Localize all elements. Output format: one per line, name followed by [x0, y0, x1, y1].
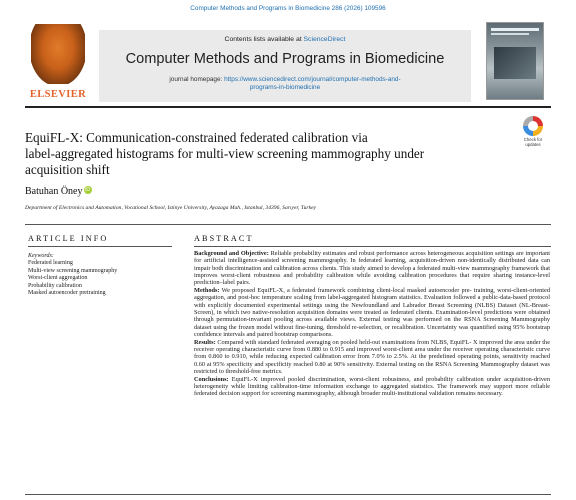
abstract-methods [194, 287, 550, 338]
contents-prefix: Contents lists available at [224, 36, 304, 43]
abstract-line: worst-client robustness and probability calibration while avoiding calibration procedures that require sharing [220, 271, 512, 279]
keyword-item[interactable]: Probability calibration [28, 282, 82, 289]
abstract-section-label: Methods: [194, 287, 220, 295]
author-name[interactable]: Batuhan Öney [25, 186, 83, 197]
sciencedirect-link[interactable]: ScienceDirect [303, 36, 346, 43]
keyword-item[interactable]: Federated learning [28, 260, 73, 267]
homepage-url-line-1[interactable]: https://www.sciencedirect.com/journal/computer-methods-and- [224, 76, 401, 83]
journal-banner [99, 30, 471, 102]
article-title [25, 130, 505, 178]
abstract-line: under acquisition-driven heterogeneity while limiting calibration-time information exchange to aggregated [194, 375, 550, 391]
crossmark-line-1: Check for [523, 137, 543, 142]
abstract-line: RSNA Screening Mammography dataset using the frozen model without fine-tuning, threshold re-selection, [194, 316, 550, 331]
keyword-item[interactable]: Worst-client aggregation [28, 275, 88, 282]
abstract-line: X improved the area under the receiver operating characteristic curve from 0.880 to 0.915 and improved [194, 338, 550, 354]
abstract-line: Compared with standard federated averaging on pooled held-out examinations from NLBS, EquiFL- [215, 338, 472, 346]
keyword-item[interactable]: Multi-view screening mammography [28, 267, 118, 274]
title-line: label-aggregated histograms for multi-view screening mammography under [25, 146, 425, 161]
journal-citation-link[interactable]: Computer Methods and Programs in Biomedicine 286 (2026) 109596 [190, 5, 386, 12]
journal-masthead [25, 20, 551, 102]
article-info-heading: ARTICLE INFO [28, 234, 109, 243]
abstract-section-label: Conclusions: [194, 375, 229, 383]
abstract-line: statistics. The framework may support more reliable federated decision support for screening mammography, [194, 383, 550, 398]
publisher-wordmark: ELSEVIER [29, 89, 87, 100]
affiliation-divider [25, 224, 551, 225]
journal-cover-thumbnail[interactable] [486, 22, 544, 100]
orcid-icon[interactable]: iD [85, 187, 90, 193]
abstract-line: Mammography dataset was restricted to threshold-free metrics. [194, 360, 550, 375]
author-affiliation: Department of Electronics and Automation, Vocational School, Istinye University, Ayazaga Mah., Istanbul, 34396, Sarıyer, Turkey [25, 205, 317, 211]
abstract-line: or recalibration. Uncertainty was quantified using 95% bootstrap confidence intervals and paired bootstrap [194, 323, 550, 338]
abstract-heading: ABSTRACT [194, 234, 254, 243]
footer-divider [25, 494, 551, 495]
abstract-line: although broader multi-institutional validation remains necessary. [337, 390, 503, 398]
crossmark-line-2: updates [525, 142, 541, 147]
abstract-line: expected calibration error from 7.0% to 2.5%. At the predefined operating points, sensitivity reached 0.60 [194, 353, 550, 368]
abstract-section-label: Results: [194, 338, 216, 346]
abstract-line: obtained through permutation-invariant pooling across available views. External testing was performed on the [194, 309, 550, 324]
cover-subtitle-bar [491, 33, 529, 35]
article-info-rule [28, 246, 172, 247]
abstract-line: at 95% specificity and specificity reached 0.80 at 90% sensitivity. External testing on the RSNA Screening [206, 360, 479, 368]
cover-title-bar [491, 28, 539, 31]
abstract-line: worst-client area under the receiver operating characteristic curve from 0.860 to 0.910, while reducing [194, 346, 551, 361]
abstract-body [194, 250, 550, 398]
journal-name[interactable]: Computer Methods and Programs in Biomedicine [125, 51, 445, 67]
publisher-tree-emblem [31, 24, 85, 84]
contents-availability-line [99, 36, 471, 43]
crossmark-check-for-updates[interactable] [517, 116, 549, 150]
homepage-prefix: journal homepage: [169, 76, 225, 83]
abstract-line: instance-level prediction–label pairs. [194, 271, 551, 287]
title-line: acquisition shift [25, 162, 110, 177]
abstract-line: using the Newfoundland and Labrador Breast Screening (NLBS) Dataset (NL-Breast-Screen), in which two [194, 301, 550, 316]
homepage-url-line-2[interactable]: programs-in-biomedicine [249, 84, 321, 91]
abstract-results [194, 339, 550, 376]
abstract-line: across clients. This study aimed to develop a federated multi-view mammography framework that improves [194, 264, 550, 279]
crossmark-label [517, 137, 549, 147]
abstract-section-label: Background and Objective: [194, 250, 269, 257]
keywords-block [28, 253, 168, 297]
abstract-line: We proposed EquiFL-X, a federated framework combining client-local masked autoencoder pre- [219, 287, 472, 295]
keywords-label: Keywords: [28, 253, 54, 259]
title-line: EquiFL-X: Communication-constrained federated calibration via [25, 130, 368, 145]
abstract-line: EquiFL-X improved pooled discrimination, worst-client robustness, and probability calibration [228, 375, 484, 383]
abstract-line: native-resolution acquisition domains were treated as federated clients. Examination-level predictions were [252, 309, 527, 316]
abstract-rule [194, 246, 551, 247]
abstract-line: statistics. Evaluation followed a public-data-based protocol with explicitly documented experimental settings [194, 294, 551, 309]
abstract-line: comparisons. [299, 330, 333, 338]
keyword-item[interactable]: Masked autoencoder pretraining [28, 290, 106, 297]
author-line [25, 186, 92, 197]
abstract-line: training, worst-client-oriented aggregation, and post-hoc temperature scaling from label-aggregated histogram [194, 287, 550, 302]
abstract-line: Reliable probability estimates and robust performance across heterogeneous [268, 250, 464, 257]
publisher-logo[interactable] [25, 20, 91, 102]
cover-artwork [494, 47, 536, 79]
abstract-background [194, 250, 550, 287]
abstract-line: acquisition settings are important for artificial intelligence-assisted screening mammography. In federated [194, 250, 550, 265]
abstract-line: learning, acquisition-driven non-identically distributed data can impair both discrimination and calibration [194, 257, 550, 272]
crossmark-icon [523, 116, 543, 136]
journal-homepage-line [99, 76, 471, 92]
abstract-conclusions [194, 376, 550, 398]
masthead-divider [25, 106, 551, 108]
